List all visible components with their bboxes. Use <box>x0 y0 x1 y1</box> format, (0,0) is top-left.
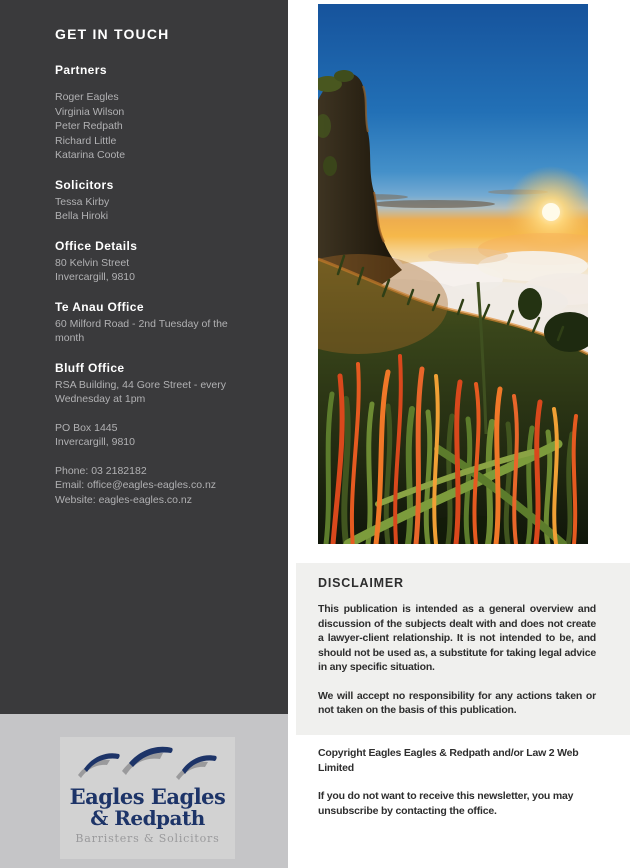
email-link[interactable]: Email: office@eagles-eagles.co.nz <box>55 479 217 491</box>
te-anau-heading: Te Anau Office <box>55 299 144 314</box>
logo-swoosh-icon <box>74 745 222 785</box>
partner-name: Virginia Wilson <box>55 105 125 118</box>
unsubscribe-text: If you do not want to receive this newsletter, you may unsubscribe by contacting the office. <box>318 790 574 817</box>
logo-name-line2: & Redpath <box>90 806 205 830</box>
footer-left-band <box>0 714 288 868</box>
partner-name: Peter Redpath <box>55 120 123 132</box>
solicitors-heading: Solicitors <box>55 177 114 192</box>
partners-heading: Partners <box>55 63 107 77</box>
solicitors-list <box>55 195 245 224</box>
te-anau-line: 60 Milford Road - 2nd Tuesday of the month <box>55 317 228 344</box>
bluff-line: RSA Building, 44 Gore Street - every Wednesday at 1pm <box>55 378 226 405</box>
disclaimer-panel <box>296 563 630 735</box>
partner-name: Roger Eagles <box>55 91 119 103</box>
bluff-heading: Bluff Office <box>55 360 125 375</box>
sunrise-above-clouds-photo <box>318 4 588 544</box>
solicitor-name: Tessa Kirby <box>55 195 110 208</box>
phone-line: Phone: 03 2182182 <box>55 464 147 477</box>
disclaimer-paragraph: This publication is intended as a general overview and discussion of the subjects dealt with and does not create a lawyer-client relationship. It is not intended to be, and should not be used as, a substitute for taking legal advice in any specific situation. <box>318 603 596 673</box>
po-box-line: Invercargill, 9810 <box>55 436 135 448</box>
contact-sidebar <box>0 0 288 714</box>
office-address-line: 80 Kelvin Street <box>55 256 130 269</box>
firm-logo <box>60 737 235 859</box>
bluff-details <box>55 378 245 407</box>
office-address-line: Invercargill, 9810 <box>55 271 135 283</box>
copyright-text: Copyright Eagles Eagles & Redpath and/or Law 2 Web Limited <box>318 747 579 774</box>
partners-list <box>55 90 245 163</box>
copyright-block <box>318 746 580 818</box>
po-box-line: PO Box 1445 <box>55 421 118 434</box>
logo-name-line1: Eagles Eagles <box>69 784 226 809</box>
partner-name: Richard Little <box>55 134 117 147</box>
office-details <box>55 256 245 285</box>
disclaimer-paragraph: We will accept no responsibility for any actions taken or not taken on the basis of this publication. <box>318 689 596 716</box>
te-anau-details <box>55 317 245 346</box>
po-box-details <box>55 421 245 450</box>
website-link[interactable]: Website: eagles-eagles.co.nz <box>55 493 192 506</box>
sidebar-title: GET IN TOUCH <box>55 26 170 42</box>
disclaimer-heading: DISCLAIMER <box>318 576 404 590</box>
solicitor-name: Bella Hiroki <box>55 210 109 222</box>
partner-name: Katarina Coote <box>55 149 126 161</box>
hero-photo <box>318 4 588 544</box>
logo-tagline: Barristers & Solicitors <box>75 832 220 845</box>
office-details-heading: Office Details <box>55 238 138 253</box>
contact-lines <box>55 464 245 508</box>
